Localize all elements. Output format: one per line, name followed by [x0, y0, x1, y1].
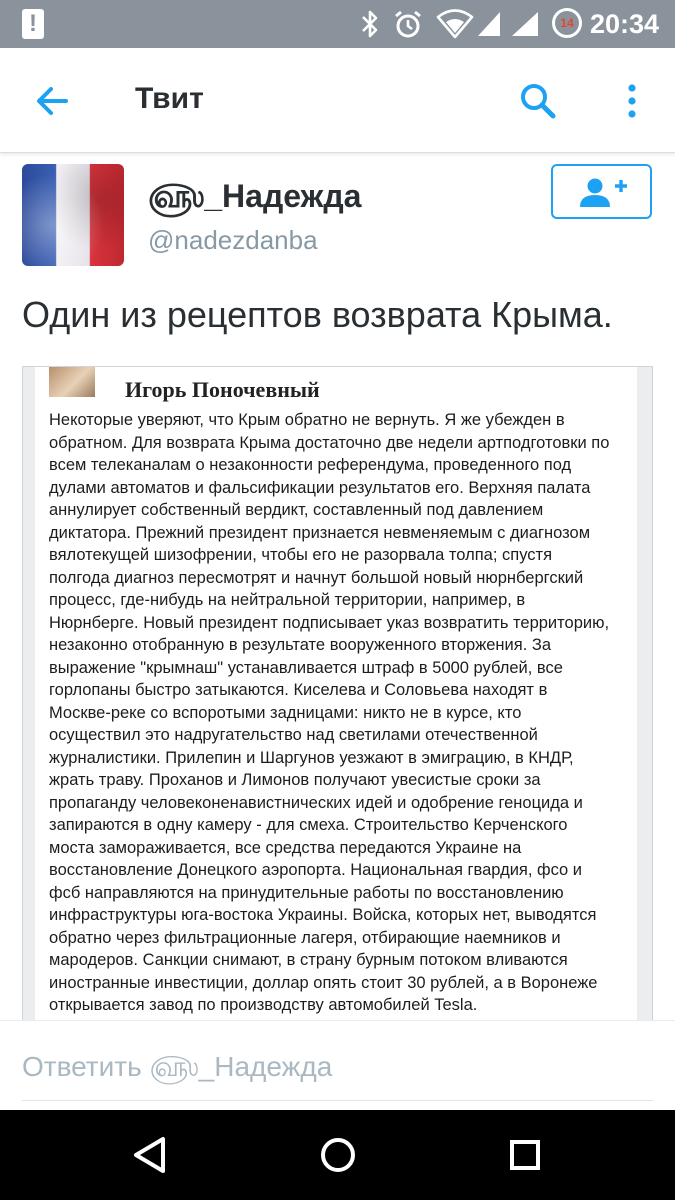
media-text-line: пропаганду человеконенавистнических идей и одобрение геноцида и — [49, 793, 583, 812]
reply-input[interactable]: Ответить ௵_Надежда — [22, 1051, 333, 1082]
signal-icon — [510, 8, 540, 40]
media-text-line: выражение "крымнаш" устанавливается штраф в 5000 рублей, все — [49, 658, 563, 677]
media-text-line: Москве-реке со вспоротыми задницами: никто не в курсе, кто — [49, 703, 522, 722]
status-clock: 20:34 — [589, 9, 659, 39]
media-text-line: моста замораживается, все средства передаются Украине на — [49, 838, 522, 857]
media-text-line: восстановление Донецкого аэропорта. Национальная гвардия, фсо и — [49, 861, 583, 879]
tweet-media-image[interactable] — [22, 366, 653, 1021]
media-text-line: открывается завод по производству автомобилей Tesla. — [49, 996, 478, 1014]
back-arrow-icon[interactable] — [30, 78, 76, 124]
status-bar — [0, 0, 675, 48]
recents-square-icon[interactable] — [502, 1132, 548, 1178]
media-text — [49, 409, 639, 1017]
display-name[interactable]: ௵_Надежда — [148, 178, 362, 214]
navigation-bar — [0, 1110, 675, 1200]
media-text-line: мародеров. Санкции снимают, в страну бурным потоком вливаются — [49, 951, 568, 969]
tweet-text: Один из рецептов возврата Крыма. — [22, 294, 613, 335]
media-sheet — [35, 367, 637, 1021]
media-text-line: запираются в одну камеру - для смеха. Строительство Керченского — [49, 816, 568, 834]
media-text-line: обратно через фильтрационные лагеря, отбирающие наемников и — [49, 928, 561, 947]
media-text-line: осуществил это надругательство над светилами отечественной — [49, 726, 538, 744]
media-text-line: жрать траву. Проханов и Лимонов получают увесистые сроки за — [49, 771, 541, 789]
battery-level: 14 — [560, 16, 574, 30]
more-vertical-icon[interactable] — [617, 78, 647, 124]
media-text-line: дулами автоматов и фальсификации результатов его. Верхняя палата — [49, 478, 591, 497]
username[interactable]: @nadezdanba — [148, 225, 318, 255]
media-text-line: журналистики. Прилепин и Шаргунов уезжают в эмиграцию, в КНДР, — [49, 748, 574, 767]
media-text-line: полгода диагноз пересмотрят и начнут большой новый нюрнбергский — [49, 568, 584, 587]
follow-button[interactable] — [551, 164, 652, 219]
app-bar — [0, 48, 675, 153]
media-text-line: иностранные инвестиции, доллар опять стоит 30 рублей, а в Воронеже — [49, 973, 598, 992]
alarm-icon — [392, 8, 424, 40]
media-text-line: всем телеканалам о незаконности референдума, проведенного под — [49, 456, 572, 474]
search-icon[interactable] — [515, 78, 561, 124]
reply-underline — [22, 1100, 653, 1101]
bluetooth-icon — [358, 8, 382, 40]
reply-bar — [0, 1020, 675, 1111]
media-text-line: фсб направляются на принудительные работы по восстановлению — [49, 883, 564, 902]
media-text-line: инфраструктуры юга-востока Украины. Войска, которых нет, выводятся — [49, 906, 597, 924]
battery-icon — [552, 8, 582, 38]
media-text-line: незаконно отобранную в результате вооруженного вторжения. За — [49, 636, 552, 654]
wifi-icon — [436, 8, 474, 40]
signal-icon — [476, 8, 502, 40]
media-text-line: аннулирует собственный вердикт, составленный под давлением — [49, 501, 544, 519]
alert-icon: ! — [22, 9, 44, 39]
media-text-line: Нюрнберге. Новый президент подписывает указ возвратить территорию, — [49, 613, 610, 632]
home-circle-icon[interactable] — [315, 1132, 361, 1178]
media-text-line: обратном. Для возврата Крыма достаточно две недели артподготовки по — [49, 433, 610, 452]
back-triangle-icon[interactable] — [127, 1132, 173, 1178]
media-text-line: Некоторые уверяют, что Крым обратно не вернуть. Я же убежден в — [49, 411, 565, 429]
media-text-line: диктатора. Прежний президент признается невменяемым с диагнозом — [49, 523, 591, 542]
avatar[interactable] — [22, 164, 124, 266]
media-author-thumbnail — [49, 367, 95, 397]
follow-user-plus-icon — [577, 176, 629, 208]
page-title: Твит — [135, 82, 204, 115]
media-text-line: процесс, где-нибудь на нейтральной территории, например, в — [49, 591, 526, 609]
media-text-line: горлопаны быстро затыкаются. Киселева и Соловьева находят в — [49, 681, 548, 699]
media-text-line: вялотекущей шизофрении, чтобы его не разорвала толпа; спустя — [49, 546, 553, 564]
media-author-name: Игорь Поночевный — [125, 377, 320, 402]
